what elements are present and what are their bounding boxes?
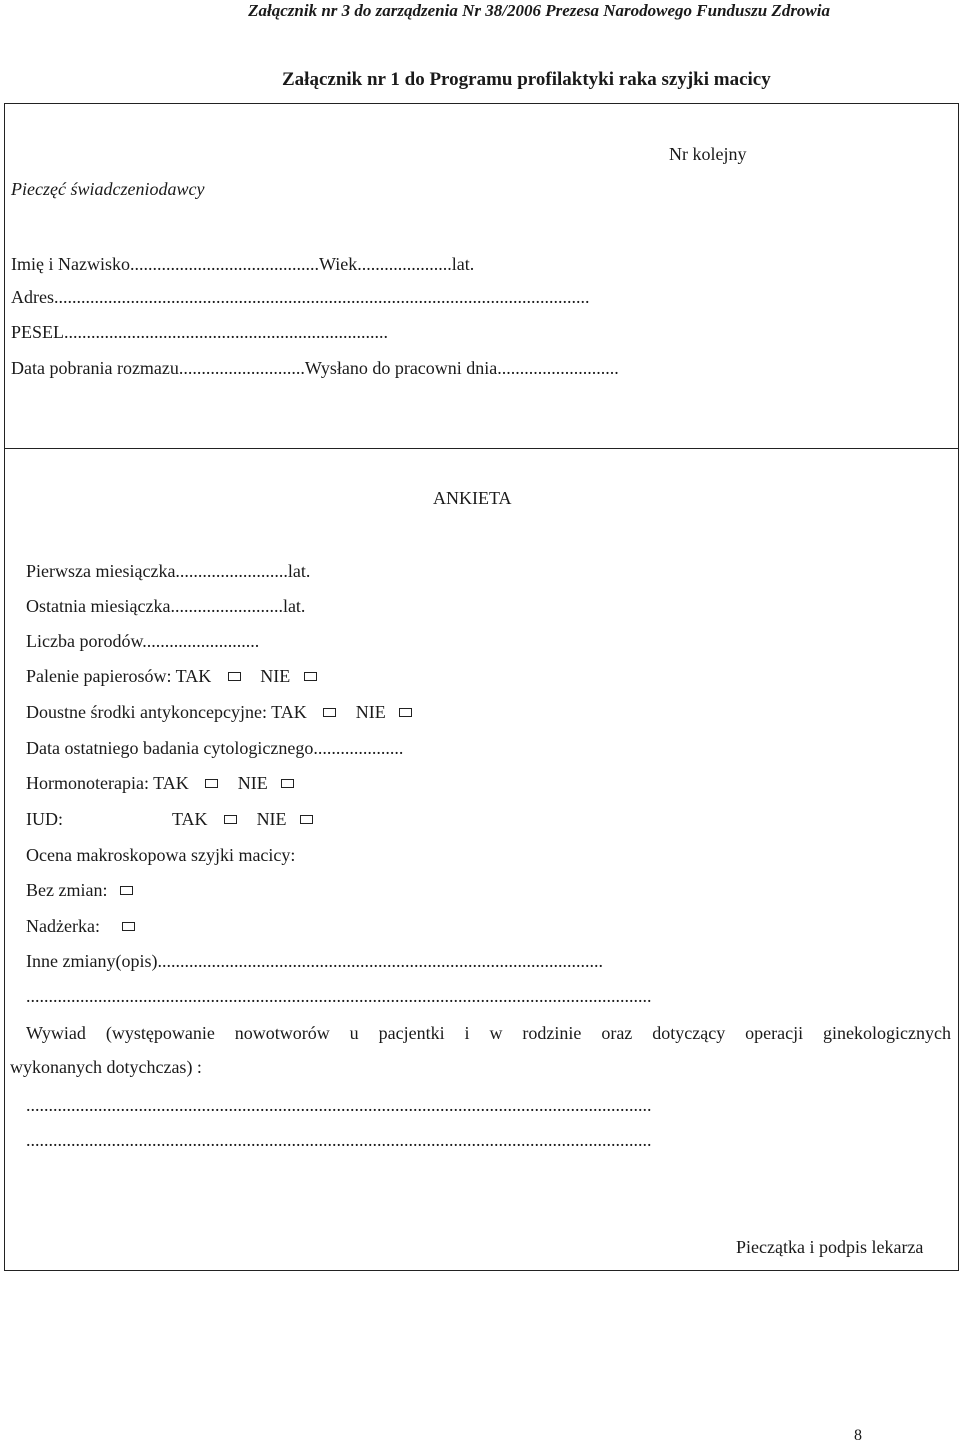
other-changes-continuation: ........................................................................................................................................... (26, 986, 652, 1006)
erosion-checkbox[interactable] (122, 922, 135, 931)
contraception-label: Doustne środki antykoncepcyjne: (26, 702, 267, 722)
other-changes-line: Inne zmiany(opis)................................................................................................... (26, 951, 603, 971)
regulation-header: Załącznik nr 3 do zarządzenia Nr 38/2006 Prezesa Narodowego Funduszu Zdrowia (248, 1, 830, 20)
hormone-therapy-no-checkbox[interactable] (281, 779, 294, 788)
contraception-yes-label: TAK (271, 702, 307, 722)
contraception-no-checkbox[interactable] (399, 708, 412, 717)
contraception-yes-checkbox[interactable] (323, 708, 336, 717)
iud-yes-label: TAK (172, 809, 208, 829)
pesel-line: PESEL........................................................................ (11, 322, 389, 342)
hormone-therapy-yes-label: TAK (153, 773, 189, 793)
page-number: 8 (854, 1427, 862, 1444)
no-changes-label: Bez zmian: (26, 880, 108, 900)
iud-label: IUD: (26, 809, 63, 829)
no-changes-checkbox[interactable] (120, 886, 133, 895)
doctor-signature-label: Pieczątka i podpis lekarza (736, 1237, 924, 1257)
serial-number-label: Nr kolejny (669, 144, 747, 164)
erosion-row (26, 917, 138, 935)
births-line: Liczba porodów.......................... (26, 631, 260, 651)
iud-no-label: NIE (256, 809, 287, 829)
smoking-label: Palenie papierosów: (26, 666, 172, 686)
last-cytology-line: Data ostatniego badania cytologicznego.................... (26, 738, 404, 758)
history-answer-line-1: ........................................................................................................................................... (26, 1095, 652, 1115)
iud-row (26, 809, 287, 829)
contraception-row (26, 703, 415, 721)
history-answer-line-2: ........................................................................................................................................... (26, 1130, 652, 1150)
hormone-therapy-yes-checkbox[interactable] (205, 779, 218, 788)
first-period-line: Pierwsza miesiączka.........................lat. (26, 561, 311, 581)
smear-date-line: Data pobrania rozmazu............................Wysłano do pracowni dnia........................... (11, 358, 619, 378)
smoking-yes-checkbox[interactable] (228, 672, 241, 681)
address-line: Adres....................................................................................................................... (11, 287, 590, 307)
iud-yes-checkbox[interactable] (224, 815, 237, 824)
name-age-line: Imię i Nazwisko..........................................Wiek.....................lat. (11, 254, 475, 274)
patient-identity-box (4, 103, 959, 449)
smoking-no-checkbox[interactable] (304, 672, 317, 681)
hormone-therapy-label: Hormonoterapia: (26, 773, 149, 793)
hormone-therapy-no-label: NIE (237, 773, 268, 793)
survey-heading: ANKIETA (433, 488, 512, 508)
smoking-row (26, 667, 320, 685)
erosion-label: Nadżerka: (26, 916, 100, 936)
macroscopic-assessment-label: Ocena makroskopowa szyjki macicy: (26, 845, 296, 865)
history-question-line-1: Wywiad (występowanie nowotworów u pacjentki i w rodzinie oraz dotyczący operacji ginekologicznych (26, 1023, 951, 1043)
no-changes-row (26, 881, 136, 899)
history-question-line-2: wykonanych dotychczas) : (10, 1057, 202, 1077)
hormone-therapy-row (26, 774, 297, 792)
contraception-no-label: NIE (355, 702, 386, 722)
document-title: Załącznik nr 1 do Programu profilaktyki raka szyjki macicy (282, 69, 771, 90)
last-period-line: Ostatnia miesiączka.........................lat. (26, 596, 306, 616)
smoking-no-label: NIE (260, 666, 291, 686)
iud-no-checkbox[interactable] (300, 815, 313, 824)
provider-stamp-label: Pieczęć świadczeniodawcy (11, 179, 205, 199)
iud-options (172, 810, 316, 828)
smoking-yes-label: TAK (175, 666, 212, 686)
